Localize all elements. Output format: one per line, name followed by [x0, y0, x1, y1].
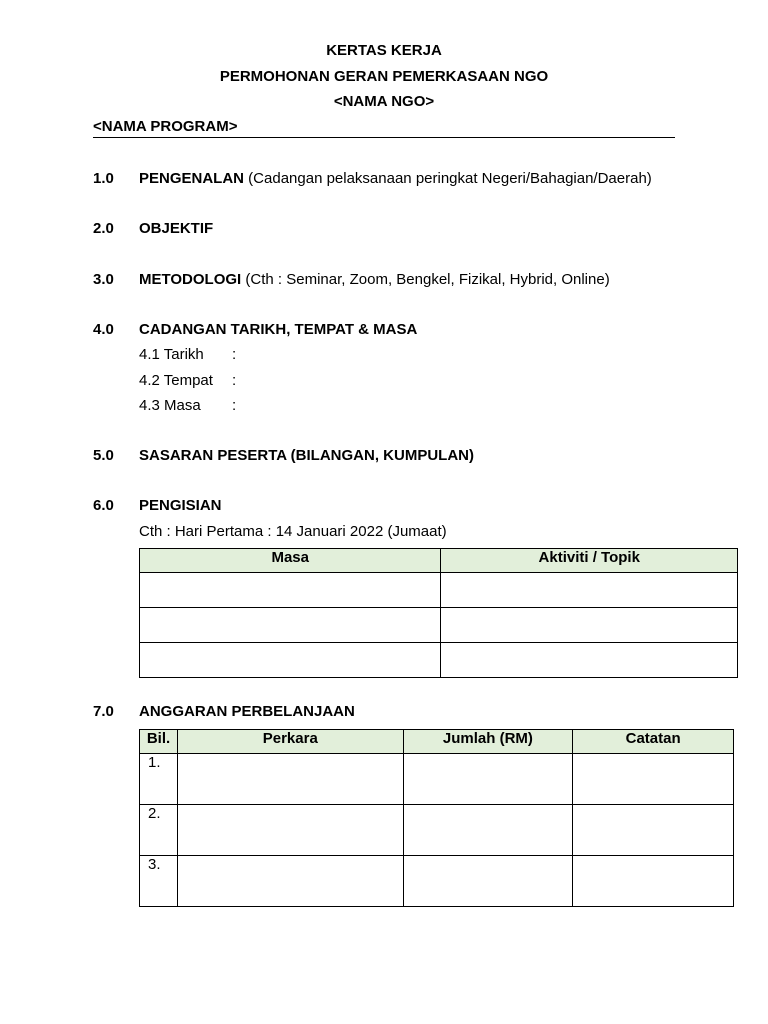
table-cell[interactable]: [403, 805, 573, 856]
table-cell[interactable]: [403, 754, 573, 805]
field-separator: :: [232, 397, 237, 414]
section-number: 6.0: [93, 497, 114, 514]
field-label: 4.2 Tempat: [139, 372, 213, 389]
table-cell[interactable]: [140, 643, 441, 678]
ngo-name: <NAMA NGO>: [333, 93, 435, 110]
field-tarikh: [139, 346, 236, 364]
field-masa: [139, 397, 236, 415]
section-sasaran: [93, 447, 474, 465]
table-cell[interactable]: [140, 608, 441, 643]
row-number: 3.: [140, 856, 178, 907]
pengisian-example: Cth : Hari Pertama : 14 Januari 2022 (Jumaat): [139, 523, 447, 540]
program-name: <NAMA PROGRAM>: [93, 118, 675, 138]
section-note: (Cadangan pelaksanaan peringkat Negeri/Bahagian/Daerah): [244, 170, 652, 187]
table-row: [140, 643, 738, 678]
section-title: PENGENALAN: [139, 170, 245, 187]
col-header-jumlah: Jumlah (RM): [403, 730, 573, 754]
pengisian-table: [139, 548, 738, 678]
table-cell[interactable]: [441, 643, 738, 678]
field-separator: :: [232, 372, 237, 389]
table-cell[interactable]: [403, 856, 573, 907]
section-pengisian: [93, 497, 222, 515]
col-header-aktiviti: Aktiviti / Topik: [441, 549, 738, 573]
table-cell[interactable]: [140, 573, 441, 608]
row-number: 1.: [140, 754, 178, 805]
section-title: CADANGAN TARIKH, TEMPAT & MASA: [139, 321, 418, 338]
section-number: 2.0: [93, 220, 114, 237]
section-note: (Cth : Seminar, Zoom, Bengkel, Fizikal, Hybrid, Online): [241, 271, 610, 288]
section-title: SASARAN PESERTA (BILANGAN, KUMPULAN): [139, 447, 474, 464]
col-header-bil: Bil.: [140, 730, 178, 754]
table-header-row: [140, 549, 738, 573]
col-header-catatan: Catatan: [573, 730, 734, 754]
section-metodologi: [93, 271, 610, 289]
table-cell[interactable]: [573, 856, 734, 907]
anggaran-table: [139, 729, 734, 907]
section-number: 1.0: [93, 170, 114, 187]
section-number: 7.0: [93, 703, 114, 720]
section-pengenalan: [93, 170, 652, 188]
table-row: [140, 856, 734, 907]
doc-title: KERTAS KERJA: [326, 42, 442, 59]
section-number: 3.0: [93, 271, 114, 288]
section-title: PENGISIAN: [139, 497, 222, 514]
field-label: 4.3 Masa: [139, 397, 201, 414]
col-header-perkara: Perkara: [177, 730, 403, 754]
table-header-row: [140, 730, 734, 754]
section-number: 4.0: [93, 321, 114, 338]
table-row: [140, 805, 734, 856]
doc-subtitle: PERMOHONAN GERAN PEMERKASAAN NGO: [219, 68, 549, 85]
field-tempat: [139, 372, 236, 390]
table-row: [140, 754, 734, 805]
table-cell[interactable]: [177, 754, 403, 805]
section-title: OBJEKTIF: [139, 220, 214, 237]
table-cell[interactable]: [573, 754, 734, 805]
section-objektif: [93, 220, 213, 238]
section-anggaran: [93, 703, 355, 721]
section-title: METODOLOGI: [139, 271, 242, 288]
section-title: ANGGARAN PERBELANJAAN: [139, 703, 355, 720]
row-number: 2.: [140, 805, 178, 856]
table-cell[interactable]: [177, 856, 403, 907]
table-cell[interactable]: [441, 573, 738, 608]
table-row: [140, 573, 738, 608]
col-header-masa: Masa: [140, 549, 441, 573]
table-cell[interactable]: [177, 805, 403, 856]
section-cadangan: [93, 321, 417, 339]
table-cell[interactable]: [573, 805, 734, 856]
table-cell[interactable]: [441, 608, 738, 643]
field-separator: :: [232, 346, 237, 363]
field-label: 4.1 Tarikh: [139, 346, 204, 363]
table-row: [140, 608, 738, 643]
section-number: 5.0: [93, 447, 114, 464]
